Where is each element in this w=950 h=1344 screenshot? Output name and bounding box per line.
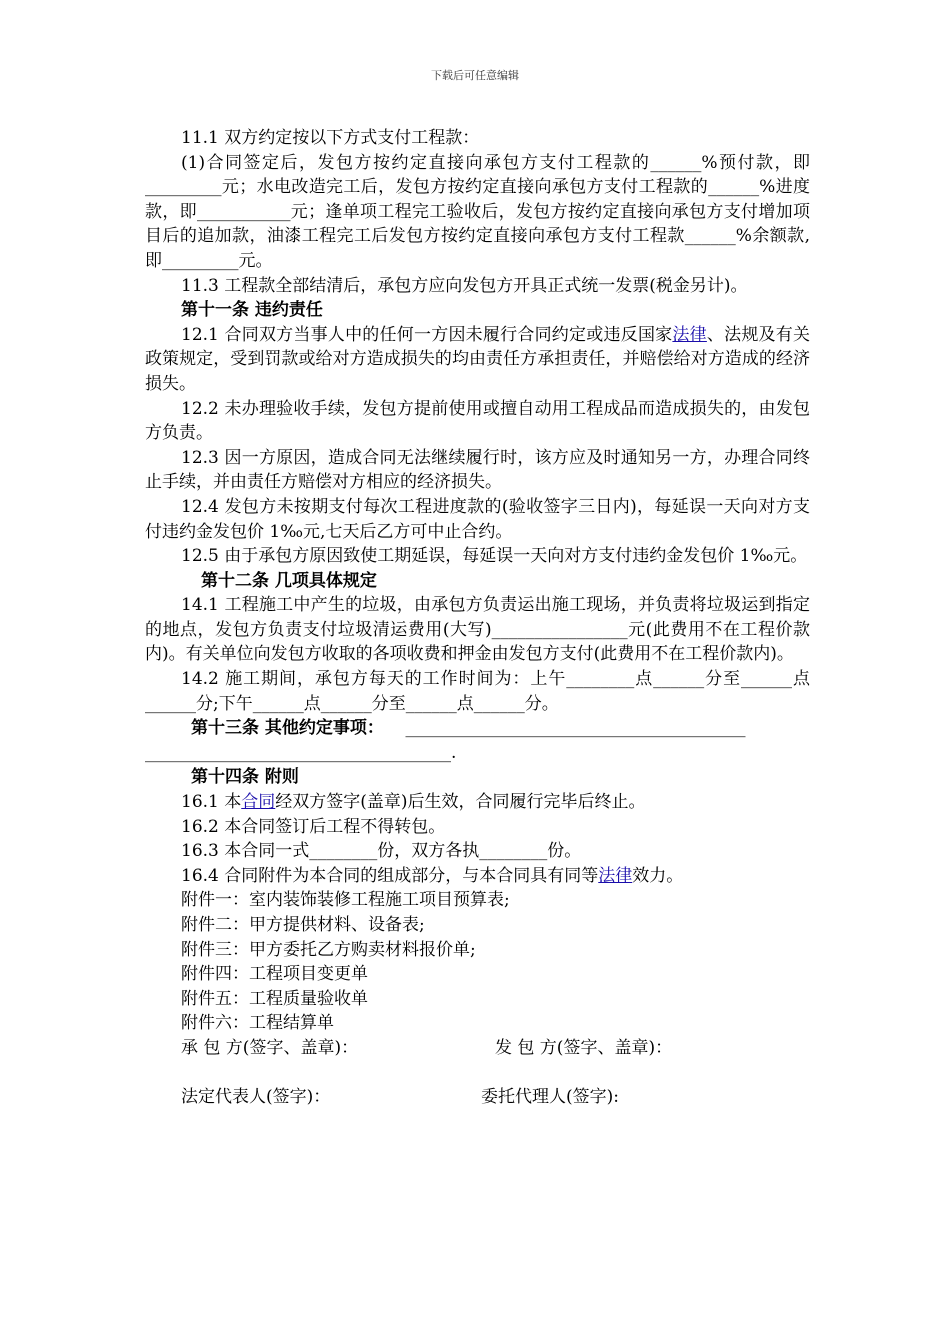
clause-16-3: 16.3 本合同一式________份，双方各执________份。	[181, 841, 582, 862]
attachment-6: 附件六：工程结算单	[181, 1013, 334, 1034]
clause-12-5: 12.5 由于承包方原因致使工期延误，每延误一天向对方支付违约金发包价 1‰元。	[181, 546, 808, 567]
attachment-1: 附件一：室内装饰装修工程施工项目预算表;	[181, 890, 510, 911]
clause-16-4	[145, 864, 810, 889]
clause-16-4-text-b: 效力。	[632, 865, 684, 886]
clause-12-1	[145, 323, 810, 397]
contract-link[interactable]: 合同	[241, 792, 276, 813]
agent-signature-label: 委托代理人(签字):	[481, 1087, 619, 1108]
contractor-signature-label: 承 包 方(签字、盖章)：	[181, 1037, 359, 1058]
attachment-5: 附件五：工程质量验收单	[181, 988, 368, 1009]
heading-article-13	[145, 716, 810, 741]
attachment-3: 附件三：甲方委托乙方购卖材料报价单;	[181, 939, 476, 960]
other-terms-blank: ________________________________________	[405, 718, 746, 739]
heading-article-14: 第十四条 附则	[191, 767, 299, 788]
attachment-2: 附件二：甲方提供材料、设备表;	[181, 915, 425, 935]
signature-row-1	[145, 1036, 810, 1061]
clause-11-1: 11.1 双方约定按以下方式支付工程款：	[181, 128, 480, 148]
clause-16-1-text-b: 经双方签字(盖章)后生效，合同履行完毕后终止。	[275, 792, 646, 813]
page-header: 下载后可任意编辑	[431, 69, 519, 82]
attachment-4: 附件四：工程项目变更单	[181, 964, 368, 985]
clause-12-1-text-b: 、法规及有关政策规定，受到罚款或给对方造成损失的均由责任方承担责任，并赔偿给对方造成的经济损失。	[145, 324, 811, 394]
clause-16-1	[145, 790, 810, 815]
employer-signature-label: 发 包 方(签字、盖章)：	[495, 1037, 673, 1058]
clause-12-1-text-a: 12.1 合同双方当事人中的任何一方因未履行合同约定或违反国家	[181, 324, 673, 345]
heading-article-11: 第十一条 违约责任	[181, 300, 323, 321]
contract-body	[145, 126, 810, 1110]
clause-14-1: 14.1 工程施工中产生的垃圾，由承包方负责运出施工现场，并负责将垃圾运到指定的地点，发包方负责支付垃圾清运费用(大写)________________元(此费用不在工程价款内)。有关单位向发包方收取的各项收费和押金由发包方支付(此费用不在工程价款内)。	[145, 595, 810, 665]
clause-16-1-text-a: 16.1 本	[181, 792, 242, 813]
heading-article-12: 第十二条 几项具体规定	[201, 570, 377, 591]
clause-11-1-1: (1)合同签定后，发包方按约定直接向承包方支付工程款的______%预付款，即_________元；水电改造完工后，发包方按约定直接向承包方支付工程款的______%进度款，即___________元；逢单项工程完工验收后，发包方按约定直接向承包方支付增加项目后的追加款，油漆工程完工后发包方按约定直接向承包方支付工程款______%余额款,即_________元。	[145, 152, 810, 271]
clause-16-2: 16.2 本合同签订后工程不得转包。	[181, 816, 446, 837]
legal-rep-signature-label: 法定代表人(签字)：	[181, 1087, 331, 1108]
clause-14-2: 14.2 施工期间，承包方每天的工作时间为：上午________点______分至______点______分;下午______点______分至______点______分。	[145, 669, 810, 714]
heading-article-13-title: 第十三条 其他约定事项：	[191, 718, 384, 739]
clause-12-4: 12.4 发包方未按期支付每次工程进度款的(验收签字三日内)，每延误一天向对方支付违约金发包价 1‰元,七天后乙方可中止合约。	[145, 496, 810, 542]
clause-12-2: 12.2 未办理验收手续，发包方提前使用或擅自动用工程成品而造成损失的，由发包方负责。	[145, 398, 810, 444]
clause-11-3: 11.3 工程款全部结清后，承包方应向发包方开具正式统一发票(税金另计)。	[181, 275, 748, 296]
signature-row-2	[145, 1085, 810, 1110]
law-link-2[interactable]: 法律	[598, 865, 633, 886]
clause-16-4-text-a: 16.4 合同附件为本合同的组成部分，与本合同具有同等	[181, 865, 599, 886]
clause-12-3: 12.3 因一方原因，造成合同无法继续履行时，该方应及时通知另一方，办理合同终止手续，并由责任方赔偿对方相应的经济损失。	[145, 447, 810, 493]
other-terms-blank-line2: ____________________________________.	[145, 742, 457, 763]
law-link[interactable]: 法律	[672, 324, 707, 345]
